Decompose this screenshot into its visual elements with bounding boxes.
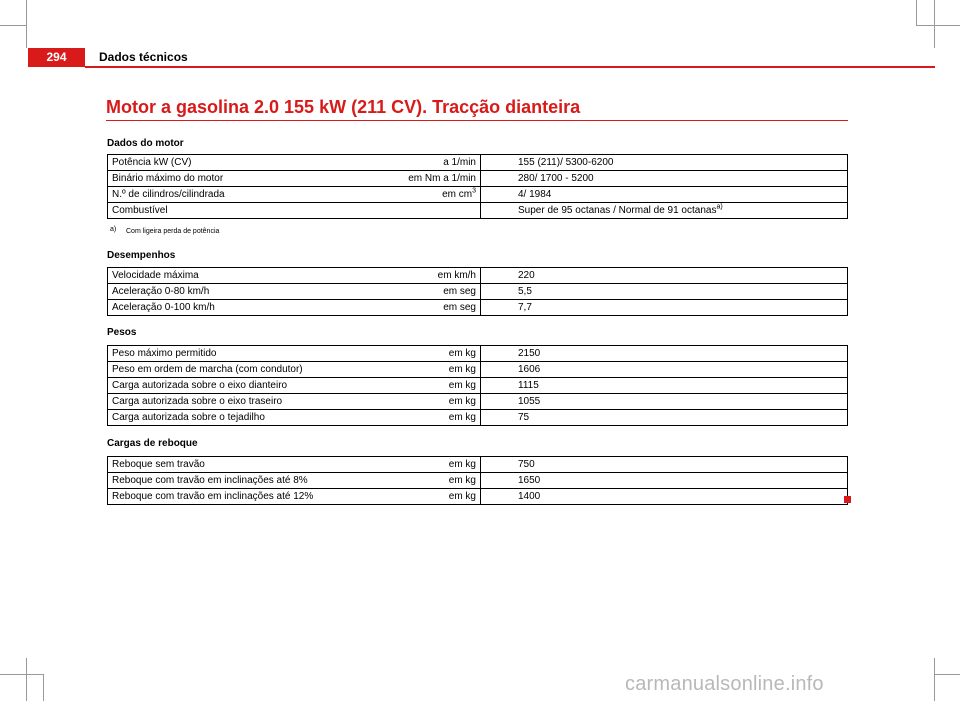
row-value: 75	[481, 410, 848, 426]
footnote-mark: a)	[110, 226, 117, 233]
row-unit: em kg	[397, 362, 481, 378]
crop-mark	[934, 0, 935, 48]
row-label: Carga autorizada sobre o tejadilho	[108, 410, 398, 426]
row-unit: em kg	[397, 457, 481, 473]
section-heading-reboque: Cargas de reboque	[107, 438, 198, 449]
row-unit	[397, 187, 481, 203]
header-rule	[85, 66, 935, 68]
crop-mark	[0, 674, 44, 675]
table-row	[108, 473, 848, 489]
value-text: Super de 95 octanas / Normal de 91 octanas	[518, 205, 717, 216]
crop-mark	[0, 25, 26, 26]
footnote-text: Com ligeira perda de potência	[126, 228, 220, 235]
row-label: Velocidade máxima	[108, 268, 398, 284]
table-row	[108, 203, 848, 219]
table-reboque	[107, 456, 848, 505]
table-row	[108, 284, 848, 300]
row-label: N.º de cilindros/cilindrada	[108, 187, 398, 203]
section-heading-motor: Dados do motor	[107, 138, 184, 149]
table-row	[108, 155, 848, 171]
table-motor	[107, 154, 848, 219]
crop-mark	[43, 675, 44, 701]
page-title: Motor a gasolina 2.0 155 kW (211 CV). Tracção dianteira	[106, 97, 581, 117]
row-value: 155 (211)/ 5300-6200	[481, 155, 848, 171]
row-unit: em km/h	[397, 268, 481, 284]
row-value: 5,5	[481, 284, 848, 300]
table-row	[108, 346, 848, 362]
crop-mark	[26, 658, 27, 701]
page-number: 294	[28, 48, 85, 67]
title-rule	[106, 120, 848, 121]
unit-text: em cm	[442, 189, 473, 200]
row-label: Binário máximo do motor	[108, 171, 398, 187]
unit-superscript: 3	[472, 187, 476, 195]
row-label: Potência kW (CV)	[108, 155, 398, 171]
row-label: Carga autorizada sobre o eixo dianteiro	[108, 378, 398, 394]
row-unit: em kg	[397, 346, 481, 362]
crop-mark	[934, 674, 960, 675]
row-label: Peso em ordem de marcha (com condutor)	[108, 362, 398, 378]
row-unit: em seg	[397, 300, 481, 316]
table-row	[108, 457, 848, 473]
row-value: 220	[481, 268, 848, 284]
row-unit: em kg	[397, 410, 481, 426]
table-row	[108, 410, 848, 426]
section-end-marker	[844, 496, 851, 503]
row-value: 1115	[481, 378, 848, 394]
table-row	[108, 187, 848, 203]
row-value: 7,7	[481, 300, 848, 316]
table-row	[108, 362, 848, 378]
footnote	[110, 228, 219, 235]
row-unit: em kg	[397, 394, 481, 410]
crop-mark	[934, 658, 935, 701]
row-unit	[397, 203, 481, 219]
row-unit: em kg	[397, 489, 481, 505]
footnote-ref: a)	[716, 203, 723, 211]
crop-mark	[916, 0, 917, 26]
crop-mark	[916, 25, 960, 26]
row-label: Reboque com travão em inclinações até 8%	[108, 473, 398, 489]
row-value: 1606	[481, 362, 848, 378]
row-label: Peso máximo permitido	[108, 346, 398, 362]
row-value: 4/ 1984	[481, 187, 848, 203]
row-unit: em seg	[397, 284, 481, 300]
row-value: 2150	[481, 346, 848, 362]
row-value: 750	[481, 457, 848, 473]
table-row	[108, 171, 848, 187]
crop-mark	[26, 0, 27, 48]
row-unit: em kg	[397, 378, 481, 394]
row-unit: a 1/min	[397, 155, 481, 171]
row-unit: em Nm a 1/min	[397, 171, 481, 187]
table-row	[108, 378, 848, 394]
table-row	[108, 394, 848, 410]
row-label: Carga autorizada sobre o eixo traseiro	[108, 394, 398, 410]
table-pesos	[107, 345, 848, 426]
row-unit: em kg	[397, 473, 481, 489]
table-row	[108, 489, 848, 505]
row-label: Aceleração 0-100 km/h	[108, 300, 398, 316]
watermark: carmanualsonline.info	[625, 673, 824, 695]
row-value: 280/ 1700 - 5200	[481, 171, 848, 187]
row-label: Combustível	[108, 203, 398, 219]
section-heading-desempenhos: Desempenhos	[107, 250, 176, 261]
table-row	[108, 300, 848, 316]
section-heading-pesos: Pesos	[107, 327, 137, 338]
row-label: Reboque sem travão	[108, 457, 398, 473]
row-value: 1400	[481, 489, 848, 505]
row-value: 1055	[481, 394, 848, 410]
row-label: Reboque com travão em inclinações até 12%	[108, 489, 398, 505]
row-value: 1650	[481, 473, 848, 489]
row-value	[481, 203, 848, 219]
table-desempenhos	[107, 267, 848, 316]
table-row	[108, 268, 848, 284]
header-section-title: Dados técnicos	[99, 50, 188, 64]
row-label: Aceleração 0-80 km/h	[108, 284, 398, 300]
